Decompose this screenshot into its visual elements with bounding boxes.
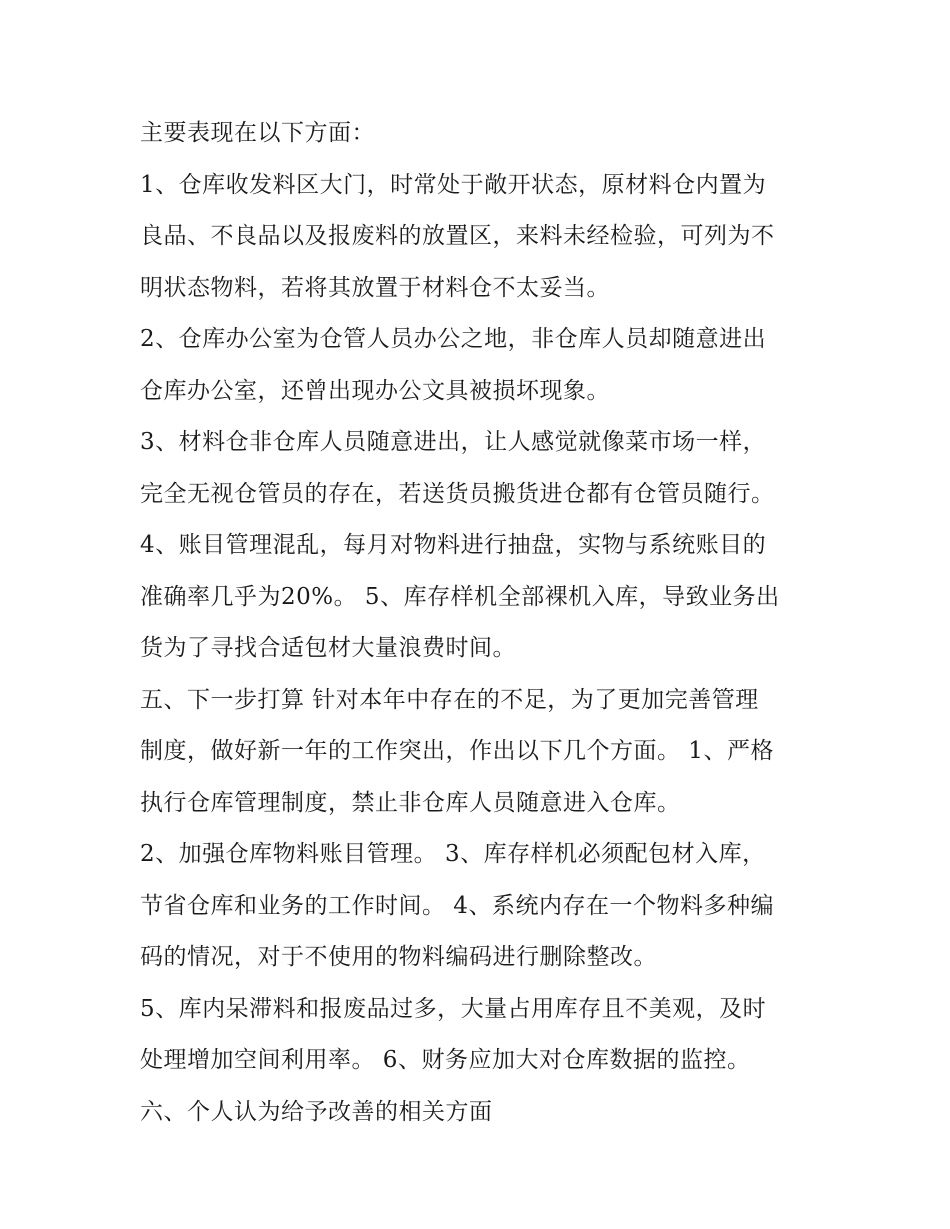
- text-line: 五、下一步打算 针对本年中存在的不足，为了更加完善管理: [140, 686, 759, 713]
- text-line: 处理增加空间利用率。 6、财务应加大对仓库数据的监控。: [140, 1047, 751, 1073]
- text-line: 良品、不良品以及报废料的放置区，来料未经检验，可列为不: [140, 223, 775, 249]
- text-line: 六、个人认为给予改善的相关方面: [140, 1098, 493, 1125]
- text-line: 2、仓库办公室为仓管人员办公之地，非仓库人员却随意进出: [140, 326, 767, 352]
- document-body: [140, 108, 830, 1138]
- text-line: 4、账目管理混乱，每月对物料进行抽盘，实物与系统账目的: [140, 532, 767, 558]
- text-line: 明状态物料，若将其放置于材料仓不太妥当。: [140, 274, 610, 301]
- text-line: 3、材料仓非仓库人员随意进出，让人感觉就像菜市场一样，: [140, 429, 767, 455]
- text-line: 制度，做好新一年的工作突出，作出以下几个方面。 1、严格: [140, 738, 774, 764]
- text-line: 主要表现在以下方面：: [140, 120, 375, 146]
- text-line: 2、加强仓库物料账目管理。 3、库存样机必须配包材入库，: [140, 841, 766, 867]
- text-line: 码的情况，对于不使用的物料编码进行删除整改。: [140, 944, 657, 970]
- text-line: 完全无视仓管员的存在，若送货员搬货进仓都有仓管员随行。: [140, 480, 775, 507]
- text-line: 5、库内呆滞料和报废品过多，大量占用库存且不美观，及时: [140, 995, 767, 1022]
- text-line: 准确率几乎为20%。 5、库存样机全部裸机入库，导致业务出: [140, 583, 780, 610]
- text-line: 货为了寻找合适包材大量浪费时间。: [140, 635, 516, 661]
- text-line: 执行仓库管理制度，禁止非仓库人员随意进入仓库。: [140, 789, 681, 816]
- text-line: 1、仓库收发料区大门，时常处于敞开状态，原材料仓内置为: [140, 171, 767, 198]
- text-line: 节省仓库和业务的工作时间。 4、系统内存在一个物料多种编: [140, 892, 774, 919]
- text-line: 仓库办公室，还曾出现办公文具被损坏现象。: [140, 377, 610, 404]
